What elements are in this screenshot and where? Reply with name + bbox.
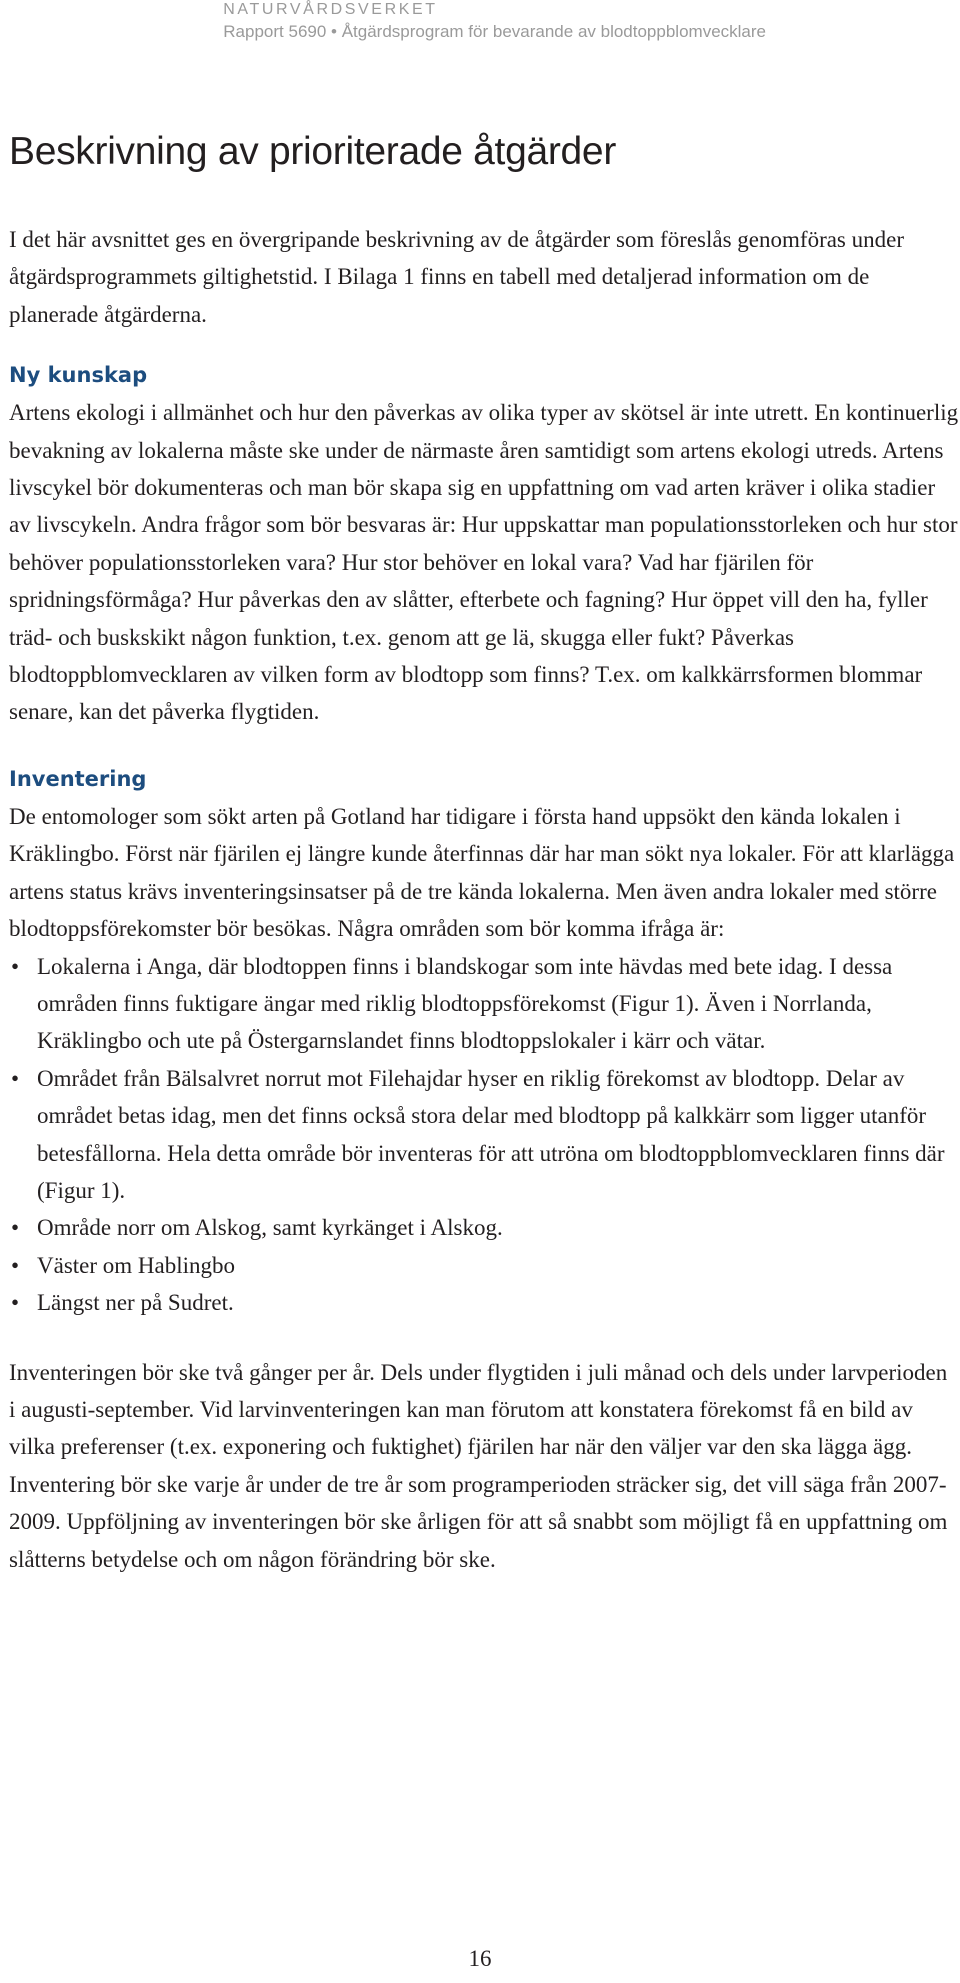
- ny-kunskap-paragraph: Artens ekologi i allmänhet och hur den påverkas av olika typer av skötsel är inte utrett. En kontinuerlig bevakning av lokalerna måste ske under de närmaste åren samtidigt som artens ekologi utreds. Artens livscykel bör dokumenteras och man bör skapa sig en uppfattning om vad arten kräver i olika stadier av livscykeln. Andra frågor som bör besvaras är: Hur uppskattar man populationsstorleken och hur stor behöver populationsstorleken vara? Hur stor behöver en lokal vara? Vad har fjärilen för spridningsförmåga? Hur påverkas den av slåtter, efterbete och fagning? Hur öppet vill den ha, fyller träd- och buskskikt någon funktion, t.ex. genom att ge lä, skugga eller fukt? Påverkas blodtoppblomvecklaren av vilken form av blodtopp som finns? T.ex. om kalkkärrsformen blommar senare, kan det påverka flygtiden.: [9, 400, 959, 725]
- inventering-paragraph: De entomologer som sökt arten på Gotland har tidigare i första hand uppsökt den kända lokalen i Kräklingbo. Först när fjärilen ej längre kunde återfinnas där har man sökt nya lokaler. För att klarlägga artens status krävs inventeringsinsatser på de tre kända lokalerna. Men även andra lokaler med större blodtoppsförekomster bör besökas. Några områden som bör komma ifråga är:: [9, 803, 955, 942]
- list-item-text: Lokalerna i Anga, där blodtoppen finns i blandskogar som inte hävdas med bete idag. I dessa områden finns fuktigare ängar med riklig blodtoppsförekomst (Figur 1). Även i Norrlanda, Kräklingbo och ute på Östergarnslandet finns blodtoppslokaler i kärr och vätar.: [37, 953, 893, 1054]
- list-item: [9, 1284, 959, 1321]
- bullet-icon: •: [11, 1252, 20, 1278]
- section-heading-ny-kunskap: Ny kunskap: [9, 363, 148, 388]
- list-item-text: Väster om Hablingbo: [37, 1252, 236, 1278]
- inventory-area-list: [9, 948, 959, 1322]
- main-content: [9, 221, 959, 1578]
- bullet-icon: •: [11, 1065, 20, 1091]
- inventering-closing-paragraph: Inventeringen bör ske två gånger per år. Dels under flygtiden i juli månad och dels under larvperioden i augusti-september. Vid larvinventeringen kan man förutom att konstatera förekomst få en bild av vilka preferenser (t.ex. exponering och fuktighet) fjärilen har när den väljer var den ska lägga ägg. Inventering bör ske varje år under de tre år som programperioden sträcker sig, det vill säga från 2007-2009. Uppföljning av inventeringen bör ske årligen för att så snabbt som möjligt få en uppfattning om slåtterns betydelse och om någon förändring bör ske.: [9, 1359, 948, 1572]
- running-header: [223, 0, 766, 44]
- bullet-icon: •: [11, 1215, 20, 1241]
- list-item: [9, 948, 959, 1060]
- section-heading-inventering: Inventering: [9, 766, 147, 791]
- page-title: Beskrivning av prioriterade åtgärder: [9, 130, 617, 173]
- report-title-line: Rapport 5690 • Åtgärdsprogram för bevarande av blodtoppblomvecklare: [223, 22, 766, 41]
- intro-paragraph: I det här avsnittet ges en övergripande beskrivning av de åtgärder som föreslås genomföras under åtgärdsprogrammets giltighetstid. I Bilaga 1 finns en tabell med detaljerad information om de planerade åtgärderna.: [9, 227, 905, 327]
- publisher-name: NATURVÅRDSVERKET: [223, 1, 438, 18]
- list-item: [9, 1209, 959, 1246]
- bullet-icon: •: [11, 1290, 20, 1316]
- page-number: 16: [468, 1946, 492, 1971]
- list-item-text: Område norr om Alskog, samt kyrkänget i Alskog.: [37, 1215, 503, 1241]
- list-item-text: Längst ner på Sudret.: [37, 1290, 234, 1316]
- list-item: [9, 1060, 959, 1210]
- list-item-text: Området från Bälsalvret norrut mot Filehajdar hyser en riklig förekomst av blodtopp. Delar av området betas idag, men det finns också stora delar med blodtopp på kalkkärr som ligger utanför betesfållorna. Hela detta område bör inventeras för att utröna om blodtoppblomvecklaren finns där (Figur 1).: [37, 1065, 945, 1203]
- list-item: [9, 1247, 959, 1284]
- bullet-icon: •: [11, 953, 20, 979]
